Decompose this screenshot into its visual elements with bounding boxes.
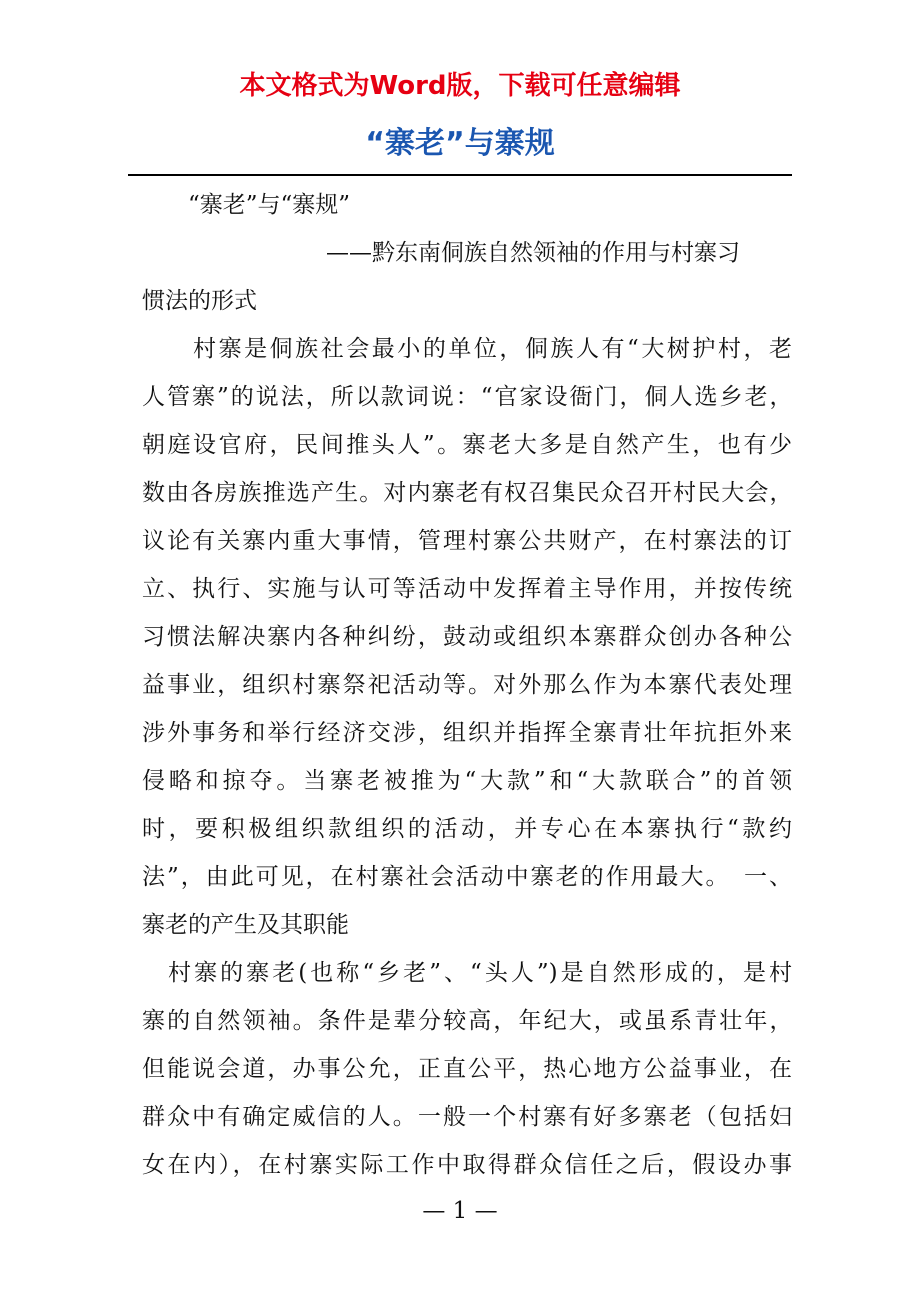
body-text-line: 女在内），在村寨实际工作中取得群众信任之后，假设办事 <box>142 1152 792 1178</box>
title-divider <box>128 174 792 176</box>
body-text-line: 益事业，组织村寨祭祀活动等。对外那么作为本寨代表处理 <box>142 672 792 698</box>
body-text-line: 村寨是侗族社会最小的单位，侗族人有“大树护村，老 <box>142 336 792 362</box>
body-text-line: 寨老的产生及其职能 <box>142 912 349 938</box>
document-body <box>142 181 792 1189</box>
editable-notice-banner: 本文格式为Word版，下载可任意编辑 <box>239 71 681 101</box>
body-text-line: 村寨的寨老(也称“乡老”、“头人”)是自然形成的，是村 <box>142 960 792 986</box>
body-text-line: 法”，由此可见，在村寨社会活动中寨老的作用最大。 一、 <box>142 864 792 890</box>
document-title: “寨老”与寨规 <box>365 126 555 161</box>
body-text-line: 寨的自然领袖。条件是辈分较高，年纪大，或虽系青壮年， <box>142 1008 792 1034</box>
body-text-line: 惯法的形式 <box>142 288 257 314</box>
body-text-line: 数由各房族推选产生。对内寨老有权召集民众召开村民大会， <box>142 480 792 506</box>
body-text-line: 习惯法解决寨内各种纠纷，鼓动或组织本寨群众创办各种公 <box>142 624 792 650</box>
body-text-line: 涉外事务和举行经济交涉，组织并指挥全寨青壮年抗拒外来 <box>142 720 792 746</box>
body-text-line: “寨老”与“寨规” <box>142 192 351 218</box>
body-text-line: 时，要积极组织款组织的活动，并专心在本寨执行“款约 <box>142 816 792 842</box>
body-text-line: 议论有关寨内重大事情，管理村寨公共财产，在村寨法的订 <box>142 528 792 554</box>
body-text-line: 但能说会道，办事公允，正直公平，热心地方公益事业，在 <box>142 1056 792 1082</box>
body-text-line: 人管寨”的说法，所以款词说：“官家设衙门，侗人选乡老， <box>142 384 792 410</box>
body-text-line: ——黔东南侗族自然领袖的作用与村寨习 <box>142 240 740 266</box>
page-number: — 1 — <box>422 1198 498 1224</box>
body-text-line: 群众中有确定威信的人。一般一个村寨有好多寨老（包括妇 <box>142 1104 792 1130</box>
body-text-line: 侵略和掠夺。当寨老被推为“大款”和“大款联合”的首领 <box>142 768 792 794</box>
body-text-line: 立、执行、实施与认可等活动中发挥着主导作用，并按传统 <box>142 576 792 602</box>
body-text-line: 朝庭设官府，民间推头人”。寨老大多是自然产生，也有少 <box>142 432 792 458</box>
